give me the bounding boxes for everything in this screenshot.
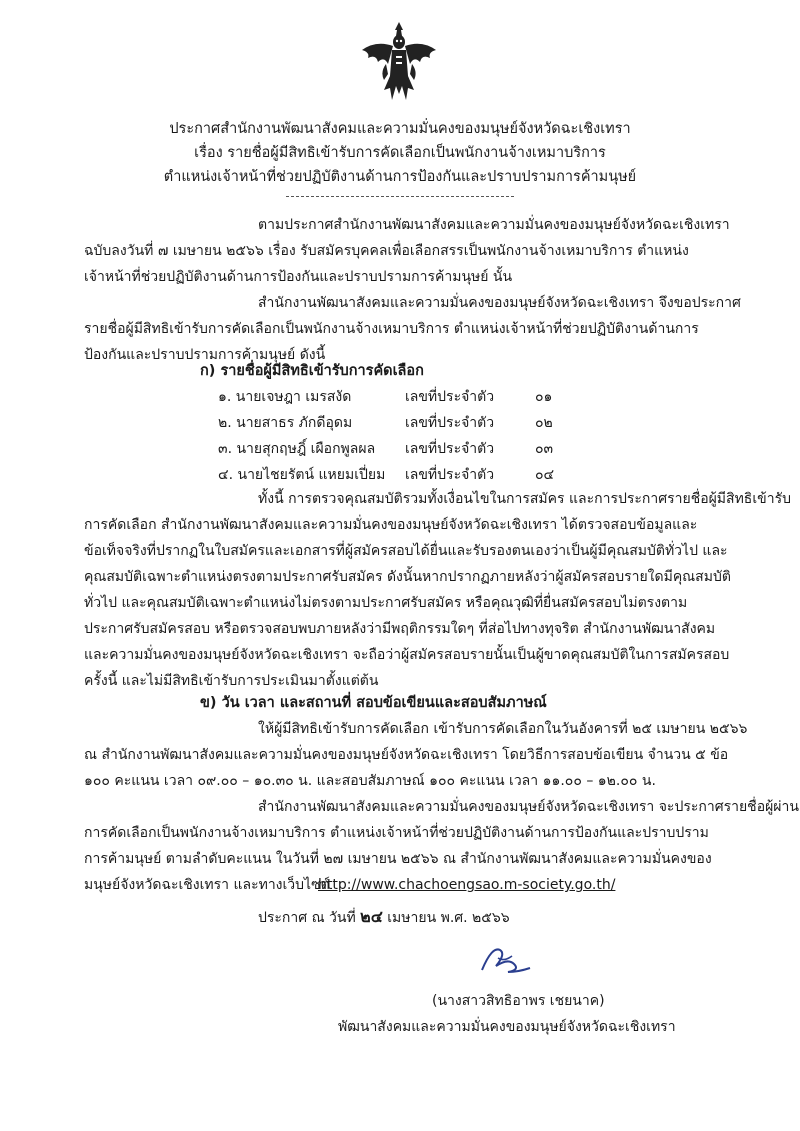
candidate-id: ๐๑ xyxy=(535,389,553,405)
intro-p2-line3: ป้องกันและปราบปรามการค้ามนุษย์ ดังนี้ xyxy=(84,347,326,363)
candidate-id-label: เลขที่ประจำตัว xyxy=(405,389,495,405)
candidate-id-label: เลขที่ประจำตัว xyxy=(405,415,495,431)
intro-p1-line3: เจ้าหน้าที่ช่วยปฏิบัติงานด้านการป้องกันและปราบปรามการค้ามนุษย์ นั้น xyxy=(84,269,513,285)
announce-day: ๒๔ xyxy=(360,907,383,926)
candidate-id: ๐๓ xyxy=(535,441,554,457)
candidate-id-label: เลขที่ประจำตัว xyxy=(405,441,495,457)
candidate-name: ๑. นายเจษฎา เมรสงัด xyxy=(218,389,352,405)
section-a-note-line8: ครั้งนี้ และไม่มีสิทธิเข้ารับการประเมินมาตั้งแต่ต้น xyxy=(84,673,379,689)
section-a-note-line5: ทั่วไป และคุณสมบัติเฉพาะตำแหน่งไม่ตรงตามประกาศรับสมัคร หรือคุณวุฒิที่ยื่นสมัครสอบไม่ตรงตาม xyxy=(84,595,688,611)
candidate-id: ๐๔ xyxy=(535,467,555,483)
candidate-id-label: เลขที่ประจำตัว xyxy=(405,467,495,483)
candidate-name: ๔. นายไชยรัตน์ แหยมเปี่ยม xyxy=(218,467,386,483)
candidate-name: ๓. นายสุกฤษฎิ์ เผือกพูลผล xyxy=(218,441,376,457)
announce-date-suffix: เมษายน พ.ศ. ๒๕๖๖ xyxy=(387,910,510,926)
candidate-name: ๒. นายสาธร ภักดีอุดม xyxy=(218,415,353,431)
section-a-note-line1: ทั้งนี้ การตรวจคุณสมบัติรวมทั้งเงื่อนไขในการสมัคร และการประกาศรายชื่อผู้มีสิทธิเข้ารับ xyxy=(258,491,791,507)
announcement-title: ประกาศสำนักงานพัฒนาสังคมและความมั่นคงของมนุษย์จังหวัดฉะเชิงเทรา xyxy=(169,121,631,137)
announce-date-prefix: ประกาศ ณ วันที่ xyxy=(258,910,356,926)
section-b-p2-line1: สำนักงานพัฒนาสังคมและความมั่นคงของมนุษย์จังหวัดฉะเชิงเทรา จะประกาศรายชื่อผู้ผ่าน xyxy=(258,799,799,815)
intro-p2-line1: สำนักงานพัฒนาสังคมและความมั่นคงของมนุษย์จังหวัดฉะเชิงเทรา จึงขอประกาศ xyxy=(258,295,741,311)
section-a-note-line4: คุณสมบัติเฉพาะตำแหน่งตรงตามประกาศรับสมัคร ดังนั้นหากปรากฏภายหลังว่าผู้สมัครสอบรายใดมีคุณสมบัติ xyxy=(84,569,731,585)
handwritten-signature-icon xyxy=(478,940,534,980)
announcement-position: ตำแหน่งเจ้าหน้าที่ช่วยปฏิบัติงานด้านการป้องกันและปราบปรามการค้ามนุษย์ xyxy=(163,169,637,185)
signer-position: พัฒนาสังคมและความมั่นคงของมนุษย์จังหวัดฉะเชิงเทรา xyxy=(338,1019,676,1035)
intro-p1-line1: ตามประกาศสำนักงานพัฒนาสังคมและความมั่นคงของมนุษย์จังหวัดฉะเชิงเทรา xyxy=(258,217,730,233)
section-b-p1-line2: ณ สำนักงานพัฒนาสังคมและความมั่นคงของมนุษย์จังหวัดฉะเชิงเทรา โดยวิธีการสอบข้อเขียน จำนวน ๕ ข้อ xyxy=(84,747,729,763)
section-a-note-line7: และความมั่นคงของมนุษย์จังหวัดฉะเชิงเทรา จะถือว่าผู้สมัครสอบรายนั้นเป็นผู้ขาดคุณสมบัติในการสมัครสอบ xyxy=(84,647,730,663)
section-a-note-line6: ประกาศรับสมัครสอบ หรือตรวจสอบพบภายหลังว่ามีพฤติกรรมใดๆ ที่ส่อไปทางทุจริต สำนักงานพัฒนาสังคม xyxy=(84,621,716,637)
announce-date xyxy=(258,904,510,931)
signer-name: (นางสาวสิทธิอาพร เชยนาค) xyxy=(432,993,605,1009)
intro-p2-line2: รายชื่อผู้มีสิทธิเข้ารับการคัดเลือกเป็นพนักงานจ้างเหมาบริการ ตำแหน่งเจ้าหน้าที่ช่วยปฏิบัติงานด้านการ xyxy=(84,321,699,337)
section-b-title: ข) วัน เวลา และสถานที่ สอบข้อเขียนและสอบสัมภาษณ์ xyxy=(200,695,547,711)
section-b-p1-line3: ๑๐๐ คะแนน เวลา ๐๙.๐๐ – ๑๐.๓๐ น. และสอบสัมภาษณ์ ๑๐๐ คะแนน เวลา ๑๑.๐๐ – ๑๒.๐๐ น. xyxy=(84,773,656,789)
section-a-title: ก) รายชื่อผู้มีสิทธิเข้ารับการคัดเลือก xyxy=(200,363,424,379)
section-b-p2-line4: มนุษย์จังหวัดฉะเชิงเทรา และทางเว็บไซต์ xyxy=(84,877,330,893)
garuda-emblem-icon xyxy=(356,20,442,106)
section-a-note-line3: ข้อเท็จจริงที่ปรากฏในใบสมัครและเอกสารที่ผู้สมัครสอบได้ยื่นและรับรองตนเองว่าเป็นผู้มีคุณสมบัติทั่วไป และ xyxy=(84,543,728,559)
section-b-p1-line1: ให้ผู้มีสิทธิเข้ารับการคัดเลือก เข้ารับการคัดเลือกในวันอังคารที่ ๒๕ เมษายน ๒๕๖๖ xyxy=(258,721,748,737)
header-divider xyxy=(286,196,514,197)
announcement-subject: เรื่อง รายชื่อผู้มีสิทธิเข้ารับการคัดเลือกเป็นพนักงานจ้างเหมาบริการ xyxy=(194,145,606,161)
section-a-note-line2: การคัดเลือก สำนักงานพัฒนาสังคมและความมั่นคงของมนุษย์จังหวัดฉะเชิงเทรา ได้ตรวจสอบข้อมูลและ xyxy=(84,517,698,533)
section-b-p2-line2: การคัดเลือกเป็นพนักงานจ้างเหมาบริการ ตำแหน่งเจ้าหน้าที่ช่วยปฏิบัติงานด้านการป้องกันและปราบปราม xyxy=(84,825,709,841)
candidate-id: ๐๒ xyxy=(535,415,553,431)
intro-p1-line2: ฉบับลงวันที่ ๗ เมษายน ๒๕๖๖ เรื่อง รับสมัครบุคคลเพื่อเลือกสรรเป็นพนักงานจ้างเหมาบริการ ตำแหน่ง xyxy=(84,243,689,259)
section-b-p2-line3: การค้ามนุษย์ ตามลำดับคะแนน ในวันที่ ๒๗ เมษายน ๒๕๖๖ ณ สำนักงานพัฒนาสังคมและความมั่นคงของ xyxy=(84,851,712,867)
website-link[interactable]: http://www.chachoengsao.m-society.go.th/ xyxy=(318,877,616,893)
